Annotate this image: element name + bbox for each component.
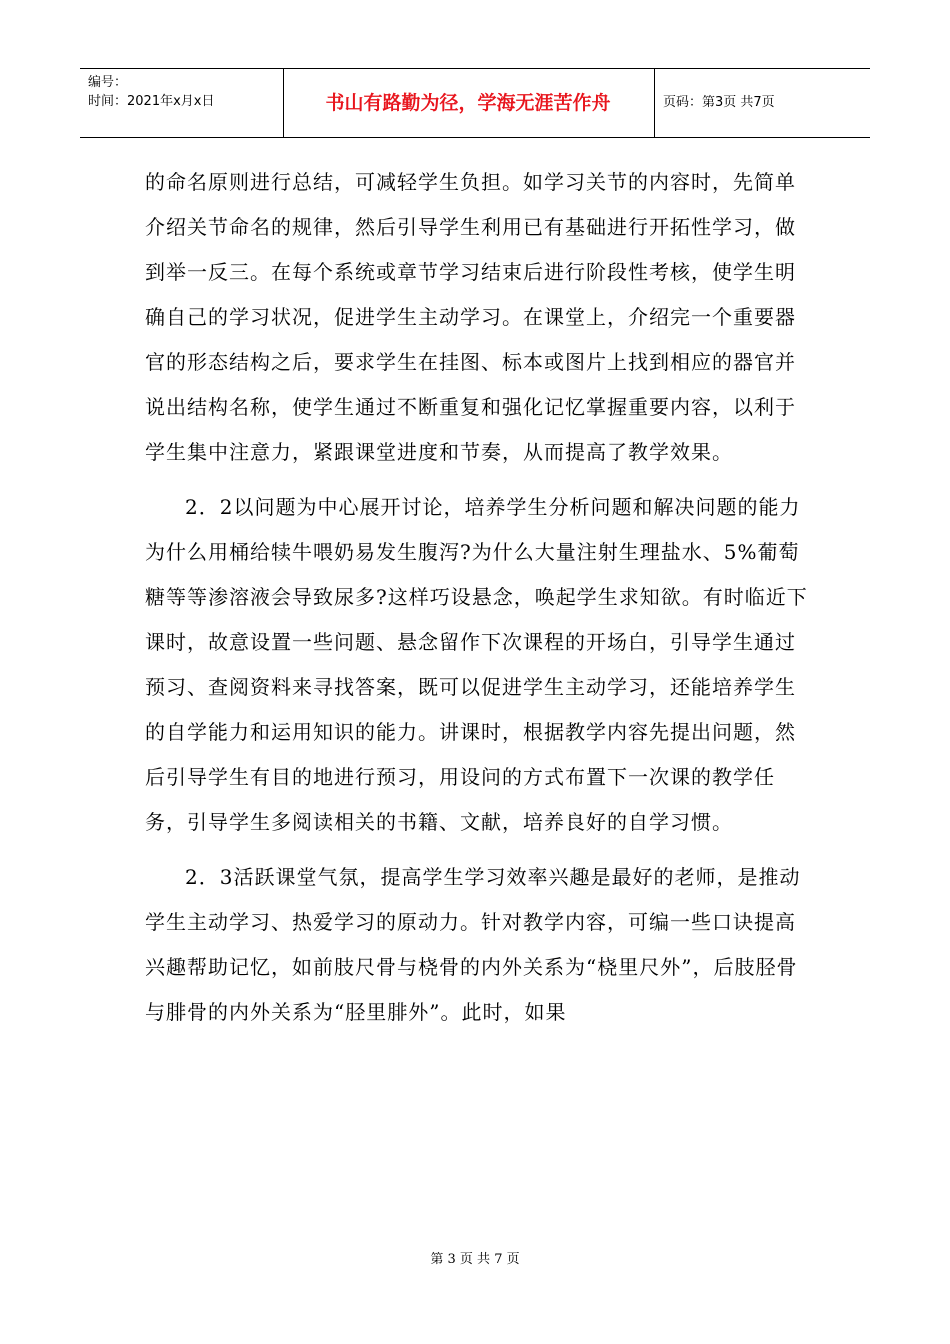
body-paragraph-3: 2．3活跃课堂气氛，提高学生学习效率兴趣是最好的老师，是推动学生主动学习、热爱学习的原动力。针对教学内容，可编一些口诀提高兴趣帮助记忆，如前肢尺骨与桡骨的内外关系为“桡里尺外”，后肢胫骨与腓骨的内外关系为“胫里腓外”。此时，如果	[145, 865, 801, 1024]
page-footer: 第 3 页 共 7 页	[430, 1252, 520, 1267]
header-divider-right	[654, 69, 655, 137]
header-page-code: 页码：第3页 共7页	[663, 95, 775, 110]
header-meta	[88, 73, 278, 111]
document-body	[145, 160, 810, 1035]
document-number-label: 编号：	[88, 75, 128, 90]
body-paragraph-1: 的命名原则进行总结，可减轻学生负担。如学习关节的内容时，先简单介绍关节命名的规律，然后引导学生利用已有基础进行开拓性学习，做到举一反三。在每个系统或章节学习结束后进行阶段性考核，使学生明确自己的学习状况，促进学生主动学习。在课堂上，介绍完一个重要器官的形态结构之后，要求学生在挂图、标本或图片上找到相应的器官并说出结构名称，使学生通过不断重复和强化记忆掌握重要内容，以利于学生集中注意力，紧跟课堂进度和节奏，从而提高了教学效果。	[145, 170, 796, 464]
document-header	[80, 68, 870, 138]
body-paragraph-2: 2．2以问题为中心展开讨论，培养学生分析问题和解决问题的能力为什么用桶给犊牛喂奶易发生腹泻?为什么大量注射生理盐水、5%葡萄糖等等渗溶液会导致尿多?这样巧设悬念，唤起学生求知欲。有时临近下课时，故意设置一些问题、悬念留作下次课程的开场白，引导学生通过预习、查阅资料来寻找答案，既可以促进学生主动学习，还能培养学生的自学能力和运用知识的能力。讲课时，根据教学内容先提出问题，然后引导学生有目的地进行预习，用设问的方式布置下一次课的教学任务，引导学生多阅读相关的书籍、文献，培养良好的自学习惯。	[145, 495, 808, 834]
header-motto: 书山有路勤为径，学海无涯苦作舟	[325, 92, 611, 114]
document-date-label: 时间：2021年x月x日	[88, 94, 215, 109]
